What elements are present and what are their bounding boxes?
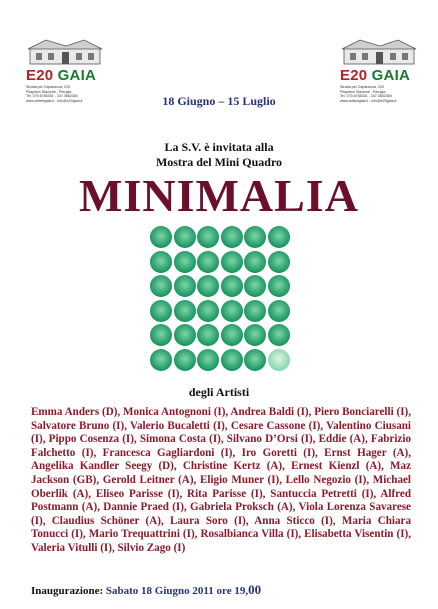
artists-list: Emma Anders (D), Monica Antognoni (I), Andrea Baldi (I), Piero Bonciarelli (I), Salvatore Bruno (I), Valerio Bucaletti (I), Cesare Cassone (I), Valentino Ciusani (I), Pippo Cosenza (I), Simona Costa (I), Silvano D’Orsi (I), Eddie (A), Fabrizio Falchetto (I), Francesca Gagliardoni (I), Iro Goretti (I), Ernst Hager (A), Angelika Kandler Seegy (D), Christine Kertz (A), Ernest Kienzl (A), Maz Jackson (GB), Gerold Leitner (A), Eligio Muner (I), Lello Negozio (I), Michael Oberlik (A), Eliseo Parisse (I), Rita Parisse (I), Santuccia Petretti (I), Alfred Postmann (A), Dannie Praed (I), Gabriela Proksch (A), Viola Lorenza Savarese (I), Claudius Schöner (A), Laura Soro (I), Anna Sticco (I), Maria Chiara Tonucci (I), Mario Trequattrini (I), Rosalbianca Villa (I), Elisabetta Visentin (I), Valeria Vitulli (I), Silvio Zago (I) <box>31 406 411 554</box>
inauguration-date: Sabato 18 Giugno 2011 ore 19, <box>105 585 249 597</box>
gallery-building-icon <box>340 38 418 66</box>
grid-dot <box>244 251 266 273</box>
grid-dot <box>174 300 196 322</box>
exhibition-dates: 18 Giugno – 15 Luglio <box>162 94 276 108</box>
grid-dot <box>268 275 290 297</box>
grid-dot <box>244 300 266 322</box>
grid-dot <box>150 300 172 322</box>
inauguration-line <box>31 582 261 598</box>
grid-dot <box>244 226 266 248</box>
grid-dot <box>221 324 243 346</box>
gallery-brand <box>26 68 104 84</box>
grid-dot <box>268 300 290 322</box>
grid-dot <box>197 300 219 322</box>
grid-dot <box>244 275 266 297</box>
grid-dot <box>244 349 266 371</box>
gallery-brand <box>340 68 418 84</box>
grid-dot <box>244 324 266 346</box>
grid-dot <box>268 226 290 248</box>
brand-e20: E20 <box>26 67 54 84</box>
grid-dot <box>221 349 243 371</box>
brand-gaia: GAIA <box>57 67 96 84</box>
address-line: Strada per Capanecca, 220 <box>26 85 70 89</box>
inauguration-label: Inaugurazione: <box>31 585 104 597</box>
grid-dot <box>174 251 196 273</box>
grid-dot <box>150 324 172 346</box>
grid-dot <box>221 251 243 273</box>
invitation-text <box>0 140 438 170</box>
green-dot-grid <box>150 226 290 376</box>
grid-dot <box>221 275 243 297</box>
address-line: www.arfiamgaia.it - info@e20gaia.it <box>26 98 83 103</box>
invitation-line: La S.V. è invitata alla <box>164 140 274 154</box>
brand-gaia: GAIA <box>371 67 410 84</box>
exhibition-title: MINIMALIA <box>79 170 359 221</box>
grid-dot <box>197 324 219 346</box>
address-line: www.arfiamgaia.it - info@e20gaia.it <box>340 98 397 103</box>
grid-dot <box>174 226 196 248</box>
artists-heading: degli Artisti <box>188 385 250 399</box>
grid-dot <box>268 324 290 346</box>
grid-dot <box>197 275 219 297</box>
grid-dot <box>150 275 172 297</box>
grid-dot <box>197 251 219 273</box>
inauguration-time: 00 <box>248 582 262 597</box>
address-line: Pilapiano Stazione - Perugia <box>26 89 72 94</box>
grid-dot <box>174 275 196 297</box>
grid-dot <box>174 324 196 346</box>
grid-dot <box>268 349 290 371</box>
grid-dot <box>221 226 243 248</box>
grid-dot <box>221 300 243 322</box>
address-line: Tel. 075.6785351 - 347.3682384 <box>26 94 78 99</box>
address-line: Tel. 075.6785351 - 347.3682384 <box>340 94 392 99</box>
grid-dot <box>150 251 172 273</box>
invitation-line: Mostra del Mini Quadro <box>155 155 283 169</box>
gallery-building-icon <box>26 38 104 66</box>
grid-dot <box>174 349 196 371</box>
address-line: Pilapiano Stazione - Perugia <box>340 89 386 94</box>
grid-dot <box>268 251 290 273</box>
brand-e20: E20 <box>340 67 368 84</box>
grid-dot <box>150 349 172 371</box>
grid-dot <box>197 349 219 371</box>
grid-dot <box>197 226 219 248</box>
address-line: Strada per Capanecca, 220 <box>340 85 384 89</box>
grid-dot <box>150 226 172 248</box>
